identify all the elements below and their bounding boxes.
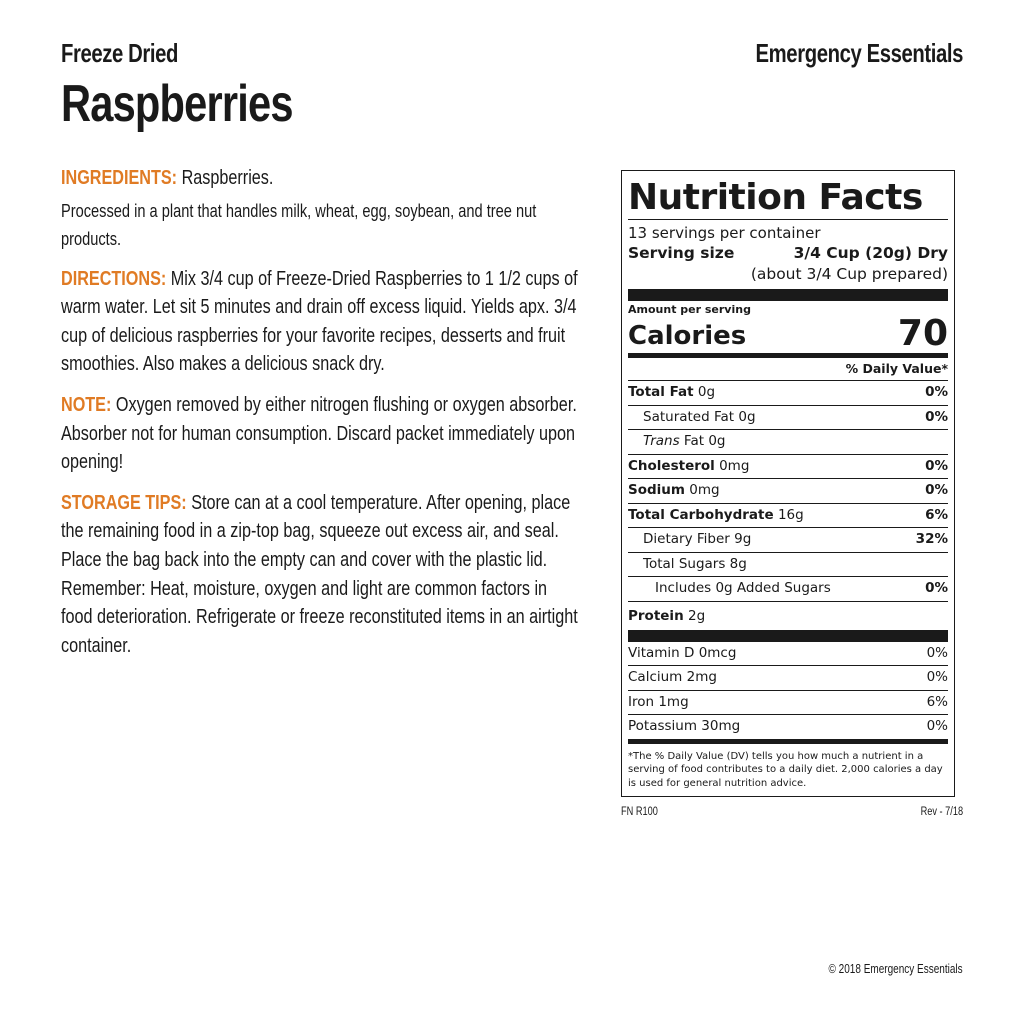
nutrient-row-total-fat <box>628 380 948 405</box>
nutrient-row-sodium <box>628 478 948 503</box>
note-text: Oxygen removed by either nitrogen flushing or oxygen absorber. Absorber not for human consumption. Discard packet immediately upon opening! <box>61 392 577 474</box>
serving-size-label: Serving size <box>628 244 735 262</box>
nutrient-row-vitamin-d <box>628 642 948 666</box>
nutrient-percent: 0% <box>925 580 948 596</box>
nutrient-name: Total Sugars <box>643 555 726 572</box>
nutrient-amount: 0g <box>697 384 716 400</box>
nutrient-name: Saturated Fat <box>643 408 735 425</box>
daily-value-header: % Daily Value* <box>845 361 948 376</box>
daily-value-footnote: *The % Daily Value (DV) tells you how much a nutrient in a serving of food contributes to a daily diet. 2,000 calories a day is used for general nutrition advice. <box>628 750 943 789</box>
nutrient-percent: 0% <box>926 718 948 734</box>
revision-date: Rev - 7/18 <box>920 806 963 818</box>
nutrient-name: Potassium 30mg <box>628 718 741 734</box>
label-text-column <box>61 164 582 672</box>
divider-thick <box>628 289 948 301</box>
nutrient-percent: 6% <box>926 693 948 710</box>
copyright-notice: © 2018 Emergency Essentials <box>828 962 963 976</box>
nutrition-facts-panel <box>621 170 955 797</box>
nutrient-name-italic: Trans <box>643 433 680 449</box>
nutrient-row-dietary-fiber <box>628 527 948 552</box>
nutrient-percent: 6% <box>925 506 948 523</box>
nutrient-percent: 0% <box>925 482 948 498</box>
storage-text: Store can at a cool temperature. After opening, place the remaining food in a zip-top bag, squeeze out excess air, and seal. Place the bag back into the empty can and cover with the plastic lid. Remember: Heat, moisture, oxygen and light are common factors in food deterioration. Refrigerate or freeze reconstituted items in an airtight container. <box>61 490 578 657</box>
nutrient-row-total-carbohydrate <box>628 503 948 528</box>
divider-thick <box>628 630 948 642</box>
brand-name: Emergency Essentials <box>755 38 963 68</box>
nutrient-percent: 0% <box>925 408 948 425</box>
storage-section <box>61 489 582 661</box>
nutrient-percent: 0% <box>925 384 948 400</box>
nutrient-row-iron <box>628 690 948 715</box>
nutrient-name: Total Fat <box>628 384 694 400</box>
nutrient-name: Fat <box>683 433 705 449</box>
nutrient-name: Calcium 2mg <box>628 669 717 685</box>
divider <box>628 219 948 220</box>
nutrient-row-potassium <box>628 714 948 739</box>
servings-per-container: 13 servings per container <box>628 224 821 242</box>
nutrient-amount: 0g <box>708 433 726 449</box>
nutrient-amount: 2g <box>687 607 706 624</box>
nutrient-percent: 0% <box>926 669 948 685</box>
nutrient-row-cholesterol <box>628 454 948 479</box>
nutrition-facts-title: Nutrition Facts <box>628 177 923 218</box>
nutrient-row-trans-fat <box>628 429 948 454</box>
nutrient-name: Cholesterol <box>628 457 715 474</box>
nutrient-name: Includes 0g Added Sugars <box>655 580 831 596</box>
calories-label: Calories <box>628 321 747 351</box>
nutrient-name: Total Carbohydrate <box>628 506 774 523</box>
directions-section <box>61 265 582 379</box>
nutrient-amount: 16g <box>777 506 804 523</box>
product-title: Raspberries <box>61 75 293 133</box>
nutrient-amount: 9g <box>734 531 752 547</box>
product-code: FN R100 <box>621 806 658 818</box>
calories-value: 70 <box>897 313 948 354</box>
serving-size <box>628 243 948 263</box>
ingredients-text: Raspberries. <box>181 166 274 189</box>
nutrient-name: Vitamin D 0mcg <box>628 644 737 661</box>
note-heading: NOTE: <box>61 392 112 416</box>
nutrient-row-calcium <box>628 665 948 690</box>
nutrient-percent: 32% <box>915 531 948 547</box>
nutrient-row-saturated-fat <box>628 405 948 430</box>
nutrient-percent: 0% <box>926 644 948 661</box>
nutrient-name: Dietary Fiber <box>643 531 730 547</box>
calories-row <box>628 313 948 354</box>
nutrient-row-added-sugars <box>628 576 948 601</box>
nutrient-name: Iron 1mg <box>628 693 689 710</box>
note-section <box>61 391 582 477</box>
directions-text: Mix 3/4 cup of Freeze-Dried Raspberries to 1 1/2 cups of warm water. Let sit 5 minutes and drain off excess liquid. Yields apx. 3/4 cup of delicious raspberries for your favorite recipes, desserts and fruit smoothies. Also makes a delicious snack dry. <box>61 266 578 376</box>
nutrient-amount: 0g <box>738 408 756 425</box>
directions-heading: DIRECTIONS: <box>61 266 167 290</box>
nutrient-row-protein <box>628 601 948 630</box>
serving-size-value: 3/4 Cup (20g) Dry <box>793 244 948 262</box>
nutrient-name: Sodium <box>628 482 685 498</box>
nutrient-amount: 0mg <box>719 457 750 474</box>
nutrient-row-total-sugars <box>628 552 948 577</box>
nutrient-percent: 0% <box>925 457 948 474</box>
ingredients-section <box>61 164 582 193</box>
allergen-statement: Processed in a plant that handles milk, wheat, egg, soybean, and tree nut products. <box>61 199 537 249</box>
nutrient-amount: 0mg <box>689 482 720 498</box>
nutrient-name: Protein <box>628 607 684 624</box>
ingredients-heading: INGREDIENTS: <box>61 166 178 189</box>
nutrient-amount: 8g <box>729 555 747 572</box>
storage-heading: STORAGE TIPS: <box>61 490 187 514</box>
serving-prepared: (about 3/4 Cup prepared) <box>750 265 948 283</box>
amount-per-serving: Amount per serving <box>628 303 751 316</box>
divider-medium <box>628 739 948 744</box>
product-subtitle: Freeze Dried <box>61 38 179 68</box>
